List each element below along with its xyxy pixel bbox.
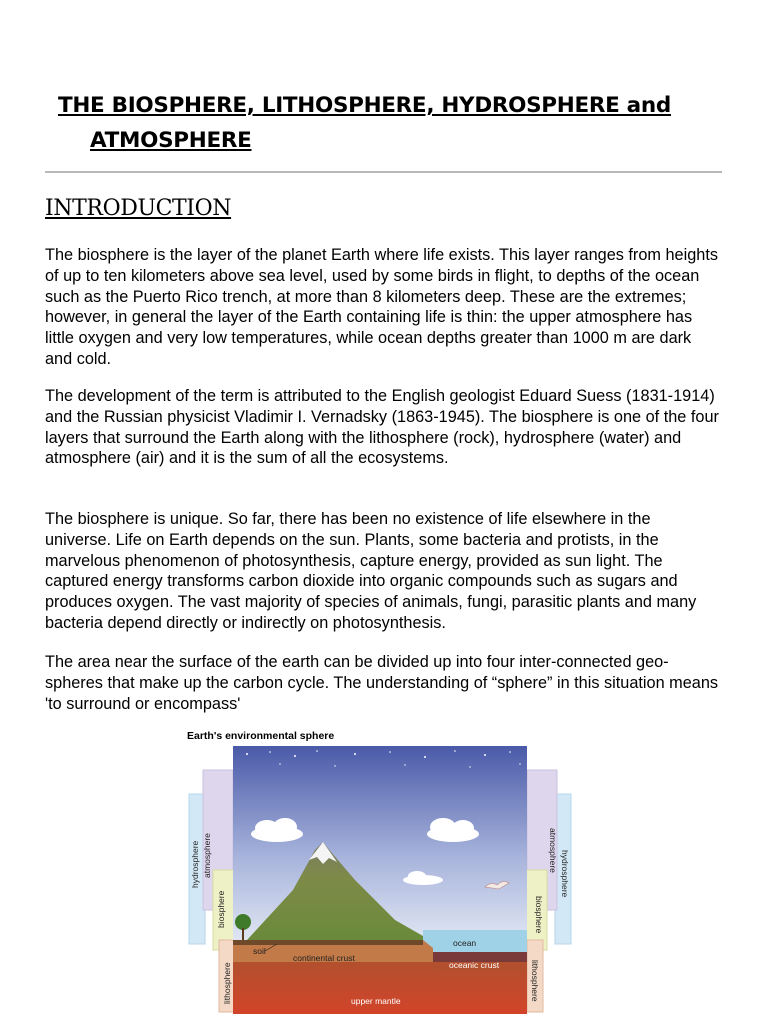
- label-oceanic-crust: oceanic crust: [449, 960, 500, 970]
- label-biosphere-right: biosphere: [534, 896, 544, 934]
- paragraph-4: The area near the surface of the earth can be divided up into four inter-connected geo-spheres that make up the carbon cycle. The understanding of “sphere” in this situation means 'to surround or encompass': [45, 653, 719, 713]
- soil: [233, 940, 423, 945]
- label-biosphere-left: biosphere: [216, 890, 226, 928]
- label-atmosphere-left: atmosphere: [202, 833, 212, 878]
- section-heading: INTRODUCTION: [45, 196, 232, 221]
- earth-spheres-figure: [185, 730, 575, 1024]
- paragraph-1: The biosphere is the layer of the planet Earth where life exists. This layer ranges from heights of up to ten kilometers above sea level, used by some birds in flight, to depths of the ocean such as the Puerto Rico trench, at more than 8 kilometers deep. These are the extremes; however, in general the layer of the Earth containing life is thin: the upper atmosphere has little oxygen and very low temperatures, while ocean depths greater than 1000 m are dark and cold.: [45, 246, 719, 368]
- horizontal-rule: [45, 171, 722, 173]
- figure-title: Earth's environmental sphere: [187, 730, 335, 742]
- label-atmosphere-right: atmosphere: [548, 828, 558, 873]
- label-lithosphere-right: lithosphere: [530, 960, 540, 1002]
- label-hydrosphere-left: hydrosphere: [190, 840, 200, 888]
- label-continental-crust: continental crust: [293, 953, 355, 963]
- page-title-line-2: ATMOSPHERE: [90, 128, 252, 153]
- label-hydrosphere-right: hydrosphere: [560, 850, 570, 898]
- paragraph-3: The biosphere is unique. So far, there has been no existence of life elsewhere in the universe. Life on Earth depends on the sun. Plants, some bacteria and protists, in the marvelous phenomenon of photosynthesis, capture energy, provided as sun light. The captured energy transforms carbon dioxide into organic compounds such as sugars and produces oxygen. The vast majority of species of animals, fungi, parasitic plants and many bacteria depend directly or indirectly on photosynthesis.: [45, 510, 697, 632]
- paragraph-2: The development of the term is attributed to the English geologist Eduard Suess (1831-1914) and the Russian physicist Vladimir I. Vernadsky (1863-1945). The biosphere is one of the four layers that surround the Earth along with the lithosphere (rock), hydrosphere (water) and atmosphere (air) and it is the sum of all the ecosystems.: [45, 387, 719, 468]
- label-upper-mantle: upper mantle: [351, 996, 401, 1006]
- page-title: [58, 88, 698, 158]
- tree-icon: [235, 914, 251, 930]
- label-soil: soil: [253, 946, 266, 956]
- earth-spheres-diagram: [185, 730, 575, 1024]
- label-ocean: ocean: [453, 938, 477, 948]
- page-title-line-1: THE BIOSPHERE, LITHOSPHERE, HYDROSPHERE and: [58, 93, 671, 118]
- label-lithosphere-left: lithosphere: [222, 962, 232, 1004]
